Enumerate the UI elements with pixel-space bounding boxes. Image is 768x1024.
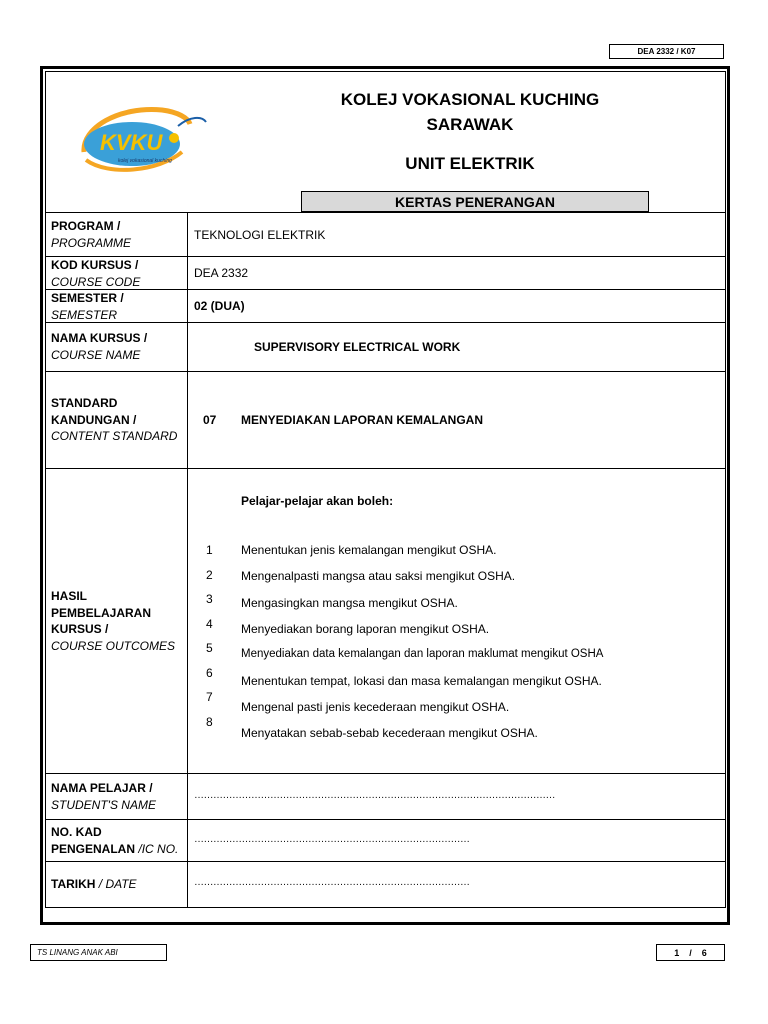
paper-type-banner: KERTAS PENERANGAN <box>301 191 649 212</box>
outcome-text: Menyediakan data kemalangan dan laporan maklumat mengikut OSHA <box>241 648 604 660</box>
outcome-text: Menyediakan borang laporan mengikut OSHA. <box>241 622 490 636</box>
outcome-number: 1 <box>206 543 213 557</box>
row-divider <box>45 289 726 290</box>
row-divider <box>45 819 726 820</box>
row-divider <box>45 322 726 323</box>
outcome-number: 8 <box>206 715 213 729</box>
row-divider <box>45 861 726 862</box>
outcome-number: 3 <box>206 592 213 606</box>
course-name-label: NAMA KURSUS / COURSE NAME <box>51 331 148 362</box>
course-code-label: KOD KURSUS / COURSE CODE <box>51 258 141 289</box>
outcome-text: Mengenalpasti mangsa atau saksi mengikut OSHA. <box>241 569 516 583</box>
semester-label: SEMESTER / SEMESTER <box>51 291 124 322</box>
outcome-number: 2 <box>206 568 213 582</box>
outcome-text: Mengasingkan mangsa mengikut OSHA. <box>241 596 458 610</box>
semester-value: 02 (DUA) <box>194 299 245 313</box>
kvku-logo <box>78 100 210 180</box>
row-divider <box>45 773 726 774</box>
author-box: TS LINANG ANAK ABI <box>30 944 167 961</box>
program-value: TEKNOLOGI ELEKTRIK <box>194 228 326 242</box>
column-divider <box>187 212 188 908</box>
unit-name: UNIT ELEKTRIK <box>405 154 535 173</box>
course-name-value: SUPERVISORY ELECTRICAL WORK <box>254 340 461 354</box>
page-current: 1 <box>674 947 680 958</box>
outcome-text: Menentukan jenis kemalangan mengikut OSHA. <box>241 543 497 557</box>
row-divider <box>45 256 726 257</box>
outcome-number: 6 <box>206 666 213 680</box>
page-number <box>656 944 725 961</box>
ic-no-field[interactable]: …………………………………………………………………………… <box>194 834 470 845</box>
student-name-field[interactable]: …………………………………………………………………………………………………… <box>194 790 555 801</box>
logo-text: KVKU <box>100 130 163 155</box>
outcome-number: 7 <box>206 690 213 704</box>
college-name-line1: KOLEJ VOKASIONAL KUCHING <box>340 90 600 109</box>
page-separator: / <box>689 947 692 958</box>
ic-no-label: NO. KAD PENGENALAN /IC NO. <box>51 825 179 856</box>
logo-subtext: kolej vokasional kuching <box>118 158 172 164</box>
course-code-value: DEA 2332 <box>194 266 249 280</box>
date-label: TARIKH / DATE <box>51 877 137 891</box>
outcome-text: Mengenal pasti jenis kecederaan mengikut OSHA. <box>241 700 510 714</box>
outcome-text: Menentukan tempat, lokasi dan masa kemalangan mengikut OSHA. <box>241 674 602 688</box>
row-divider <box>45 371 726 372</box>
content-standard-value: MENYEDIAKAN LAPORAN KEMALANGAN <box>241 413 483 427</box>
college-name-line2: SARAWAK <box>426 115 514 134</box>
row-divider <box>45 212 726 213</box>
outcomes-intro: Pelajar-pelajar akan boleh: <box>241 494 394 508</box>
row-divider <box>45 468 726 469</box>
course-outcomes-label: HASIL PEMBELAJARAN KURSUS / COURSE OUTCOMES <box>51 589 176 653</box>
student-name-label: NAMA PELAJAR / STUDENT'S NAME <box>51 781 156 812</box>
outcome-number: 5 <box>206 641 213 655</box>
content-standard-number: 07 <box>203 413 217 427</box>
outcome-text: Menyatakan sebab-sebab kecederaan mengikut OSHA. <box>241 726 538 740</box>
date-field[interactable]: …………………………………………………………………………… <box>194 877 470 888</box>
document-code: DEA 2332 / K07 <box>609 44 724 59</box>
outcome-number: 4 <box>206 617 213 631</box>
content-standard-label: STANDARD KANDUNGAN / CONTENT STANDARD <box>51 396 178 443</box>
page-total: 6 <box>701 947 707 958</box>
program-label: PROGRAM / PROGRAMME <box>51 219 132 250</box>
